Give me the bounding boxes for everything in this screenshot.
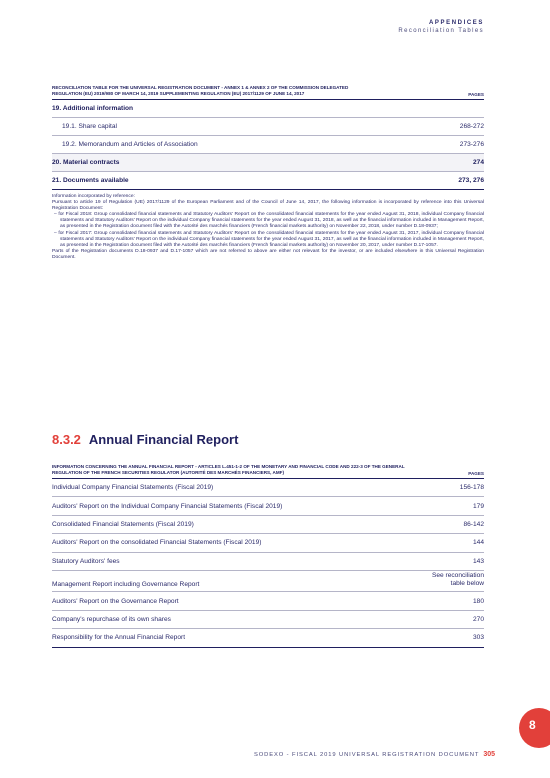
row-label: 19. Additional information	[52, 100, 419, 118]
chapter-tab	[519, 708, 550, 748]
annual-financial-report-table	[52, 479, 484, 648]
row-label: Auditors' Report on the Individual Company Financial Statements (Fiscal 2019)	[52, 497, 404, 515]
row-pages	[404, 570, 484, 591]
row-label: Responsibility for the Annual Financial Report	[52, 629, 404, 647]
row-pages: 86-142	[404, 515, 484, 533]
row-label: Individual Company Financial Statements (Fiscal 2019)	[52, 479, 404, 497]
annual-report-table-section	[52, 464, 484, 648]
table1-caption	[52, 85, 484, 100]
row-label: 19.2. Memorandum and Articles of Association	[52, 136, 419, 154]
section-number: 8.3.2	[52, 432, 81, 447]
header-title: APPENDICES	[428, 20, 484, 26]
table-row	[52, 610, 484, 628]
table-row	[52, 629, 484, 647]
table-row	[52, 592, 484, 610]
table2-caption-line2: REGULATION OF THE FRENCH SECURITIES REGULATOR (AUTORITÉ DES MARCHÉS FINANCIERS, AMF)	[52, 470, 284, 475]
row-pages	[419, 100, 484, 118]
row-pages-line1: See reconciliation	[431, 572, 484, 580]
table-row	[52, 100, 484, 118]
table-row	[52, 479, 484, 497]
row-label: 20. Material contracts	[52, 154, 419, 172]
row-pages: 144	[404, 534, 484, 552]
page-number: 305	[483, 751, 495, 758]
row-pages: 143	[404, 552, 484, 570]
row-label: Auditors' Report on the Governance Report	[52, 592, 404, 610]
table1-pages-header: PAGES	[468, 92, 484, 97]
table1-caption-line1: RECONCILIATION TABLE FOR THE UNIVERSAL REGISTRATION DOCUMENT - ANNEX 1 & ANNEX 2 OF THE COMMISSION DELEGATED	[52, 85, 349, 90]
table-row	[52, 570, 484, 591]
header-subtitle: Reconciliation Tables	[398, 28, 484, 34]
row-pages: 270	[404, 610, 484, 628]
table-row	[52, 154, 484, 172]
row-label: Company's repurchase of its own shares	[52, 610, 404, 628]
reconciliation-table	[52, 100, 484, 190]
notes-intro: Pursuant to article 19 of Regulation (UE) 2017/1129 of the European Parliament and of the Council of June 14, 2017, the following information is incorporated by reference into this Universal Registration Document:	[52, 200, 484, 212]
row-pages: 303	[404, 629, 484, 647]
table2-pages-header: PAGES	[468, 471, 484, 476]
row-pages: 180	[404, 592, 484, 610]
table-row	[52, 497, 484, 515]
row-label: Consolidated Financial Statements (Fiscal 2019)	[52, 515, 404, 533]
table-row	[52, 118, 484, 136]
running-header	[398, 20, 484, 34]
section-heading	[52, 432, 238, 447]
row-pages: 156-178	[404, 479, 484, 497]
row-label: Statutory Auditors' fees	[52, 552, 404, 570]
row-pages-line2: table below	[450, 580, 484, 588]
row-pages: 273-276	[419, 136, 484, 154]
table-row	[52, 172, 484, 190]
table2-caption-line1: INFORMATION CONCERNING THE ANNUAL FINANCIAL REPORT - ARTICLES L.451-1-2 OF THE MONETARY AND FINANCIAL CODE AND 222-3 OF THE GENERAL	[52, 464, 405, 469]
row-label: 19.1. Share capital	[52, 118, 419, 136]
row-label: 21. Documents available	[52, 172, 419, 190]
table-row	[52, 552, 484, 570]
table-row	[52, 136, 484, 154]
notes-heading: Information incorporated by reference:	[52, 194, 135, 199]
notes-bullet-2018: – for Fiscal 2018: Group consolidated financial statements and Statutory Auditors' Report on the consolidated financial statements for the year ended August 31, 2018, individual Company financial statements and Statutory Auditors' Report on the individual Company financial statements for the year ended August 31, 2018, as well as the financial information included in Management Report, as presented in the Registration document filed with the Autorité des marchés financiers (French financial markets authority) on November 22, 2018, under number D.18-0937;	[54, 212, 484, 230]
incorporation-notes	[52, 194, 484, 261]
table2-caption	[52, 464, 484, 479]
row-pages: 273, 276	[419, 172, 484, 190]
row-pages: 268-272	[419, 118, 484, 136]
row-pages: 274	[419, 154, 484, 172]
notes-outro: Parts of the Registration documents D.18-0937 and D.17-1057 which are not referred to above are either not relevant for the investor, or are included elsewhere in this Universal Registration Document.	[52, 248, 484, 260]
row-label: Auditors' Report on the consolidated Financial Statements (Fiscal 2019)	[52, 534, 404, 552]
table1-caption-line2: REGULATION (EU) 2019/980 OF MARCH 14, 2019 SUPPLEMENTING REGULATION (EU) 2017/1129 OF JUNE 14, 2017	[52, 91, 305, 96]
page-footer	[254, 751, 495, 758]
notes-bullet-2017: – for Fiscal 2017: Group consolidated financial statements and Statutory Auditors' Report on the consolidated financial statements for the year ended August 31, 2017, individual Company financial statements and Statutory Auditors' Report on the individual Company financial statements for the year ended August 31, 2017, as well as the financial information included in Management Report, as presented in the Registration document filed with the Autorité des marchés financiers (French financial markets authority) on November 20, 2017, under number D.17-1057.	[54, 230, 484, 248]
reconciliation-table-section	[52, 85, 484, 261]
row-pages: 179	[404, 497, 484, 515]
row-label: Management Report including Governance Report	[52, 570, 404, 591]
table-row	[52, 515, 484, 533]
chapter-number: 8	[529, 718, 536, 732]
table-row	[52, 534, 484, 552]
section-title: Annual Financial Report	[88, 432, 239, 447]
footer-text: SODEXO - FISCAL 2019 UNIVERSAL REGISTRATION DOCUMENT	[253, 752, 480, 758]
